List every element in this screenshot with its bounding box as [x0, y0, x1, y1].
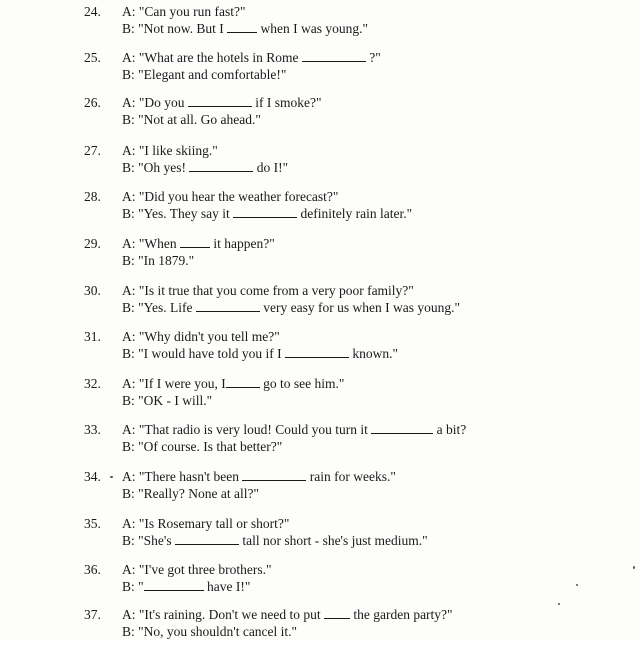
exercise-item-24 [0, 3, 640, 43]
speaker-b-line: B: "She's tall nor short - she's just medium." [122, 533, 428, 548]
speaker-b-line: B: " have I!" [122, 579, 251, 594]
item-number: 27. [84, 143, 101, 158]
speaker-a-line: A: "Why didn't you tell me?" [122, 329, 280, 344]
speaker-b-line: B: "OK - I will." [122, 393, 213, 408]
exercise-item-32 [0, 375, 640, 415]
answer-blank[interactable] [233, 206, 297, 218]
item-number: 31. [84, 329, 101, 344]
scan-speck [633, 566, 635, 569]
speaker-a-line: A: "Is Rosemary tall or short?" [122, 516, 290, 531]
speaker-a-line: A: "When it happen?" [122, 236, 275, 251]
speaker-b-line: B: "Yes. Life very easy for us when I was young." [122, 300, 460, 315]
speaker-a-line: A: "If I were you, I go to see him." [122, 376, 345, 391]
answer-blank[interactable] [196, 300, 260, 312]
speaker-b-line: B: "No, you shouldn't cancel it." [122, 624, 298, 639]
scan-speck [110, 476, 113, 478]
speaker-a-line: A: "Do you if I smoke?" [122, 95, 322, 110]
exercise-item-34 [0, 468, 640, 508]
item-number: 24. [84, 4, 101, 19]
speaker-b-line: B: "Of course. Is that better?" [122, 439, 283, 454]
item-number: 29. [84, 236, 101, 251]
exercise-item-28 [0, 188, 640, 228]
answer-blank[interactable] [371, 422, 433, 434]
speaker-a-line: A: "There hasn't been rain for weeks." [122, 469, 396, 484]
speaker-b-line: B: "In 1879." [122, 253, 195, 268]
speaker-a-line: A: "Did you hear the weather forecast?" [122, 189, 339, 204]
exercise-item-35 [0, 515, 640, 555]
speaker-a-line: A: "What are the hotels in Rome ?" [122, 50, 381, 65]
speaker-a-line: A: "It's raining. Don't we need to put the garden party?" [122, 607, 453, 622]
answer-blank[interactable] [226, 376, 260, 388]
answer-blank[interactable] [242, 469, 306, 481]
speaker-a-line: A: "Is it true that you come from a very poor family?" [122, 283, 414, 298]
speaker-b-line: B: "Not now. But I when I was young." [122, 21, 369, 36]
speaker-a-line: A: "I like skiing." [122, 143, 218, 158]
exercise-item-25 [0, 49, 640, 89]
scan-speck [558, 603, 560, 605]
answer-blank[interactable] [227, 21, 257, 33]
item-number: 36. [84, 562, 101, 577]
speaker-b-line: B: "Elegant and comfortable!" [122, 67, 287, 82]
speaker-b-line: B: "Not at all. Go ahead." [122, 112, 261, 127]
answer-blank[interactable] [144, 579, 204, 591]
item-number: 32. [84, 376, 101, 391]
item-number: 25. [84, 50, 101, 65]
exercise-item-37 [0, 606, 640, 646]
answer-blank[interactable] [189, 160, 253, 172]
speaker-b-line: B: "Really? None at all?" [122, 486, 259, 501]
answer-blank[interactable] [180, 236, 210, 248]
item-number: 35. [84, 516, 101, 531]
item-number: 28. [84, 189, 101, 204]
speaker-b-line: B: "Oh yes! do I!" [122, 160, 289, 175]
exercise-item-29 [0, 235, 640, 275]
item-number: 37. [84, 607, 101, 622]
item-number: 33. [84, 422, 101, 437]
speaker-a-line: A: "I've got three brothers." [122, 562, 272, 577]
speaker-b-line: B: "I would have told you if I known." [122, 346, 399, 361]
speaker-a-line: A: "That radio is very loud! Could you turn it a bit? [122, 422, 467, 437]
answer-blank[interactable] [302, 50, 366, 62]
answer-blank[interactable] [285, 346, 349, 358]
exercise-item-30 [0, 282, 640, 322]
answer-blank[interactable] [188, 95, 252, 107]
answer-blank[interactable] [175, 533, 239, 545]
speaker-a-line: A: "Can you run fast?" [122, 4, 246, 19]
exercise-item-36 [0, 561, 640, 601]
exercise-item-33 [0, 421, 640, 461]
item-number: 30. [84, 283, 101, 298]
exercise-item-27 [0, 142, 640, 182]
answer-blank[interactable] [324, 607, 350, 619]
exercise-item-26 [0, 94, 640, 134]
exercise-item-31 [0, 328, 640, 368]
item-number: 34. [84, 469, 101, 484]
item-number: 26. [84, 95, 101, 110]
scan-speck [576, 584, 578, 586]
speaker-b-line: B: "Yes. They say it definitely rain later." [122, 206, 413, 221]
